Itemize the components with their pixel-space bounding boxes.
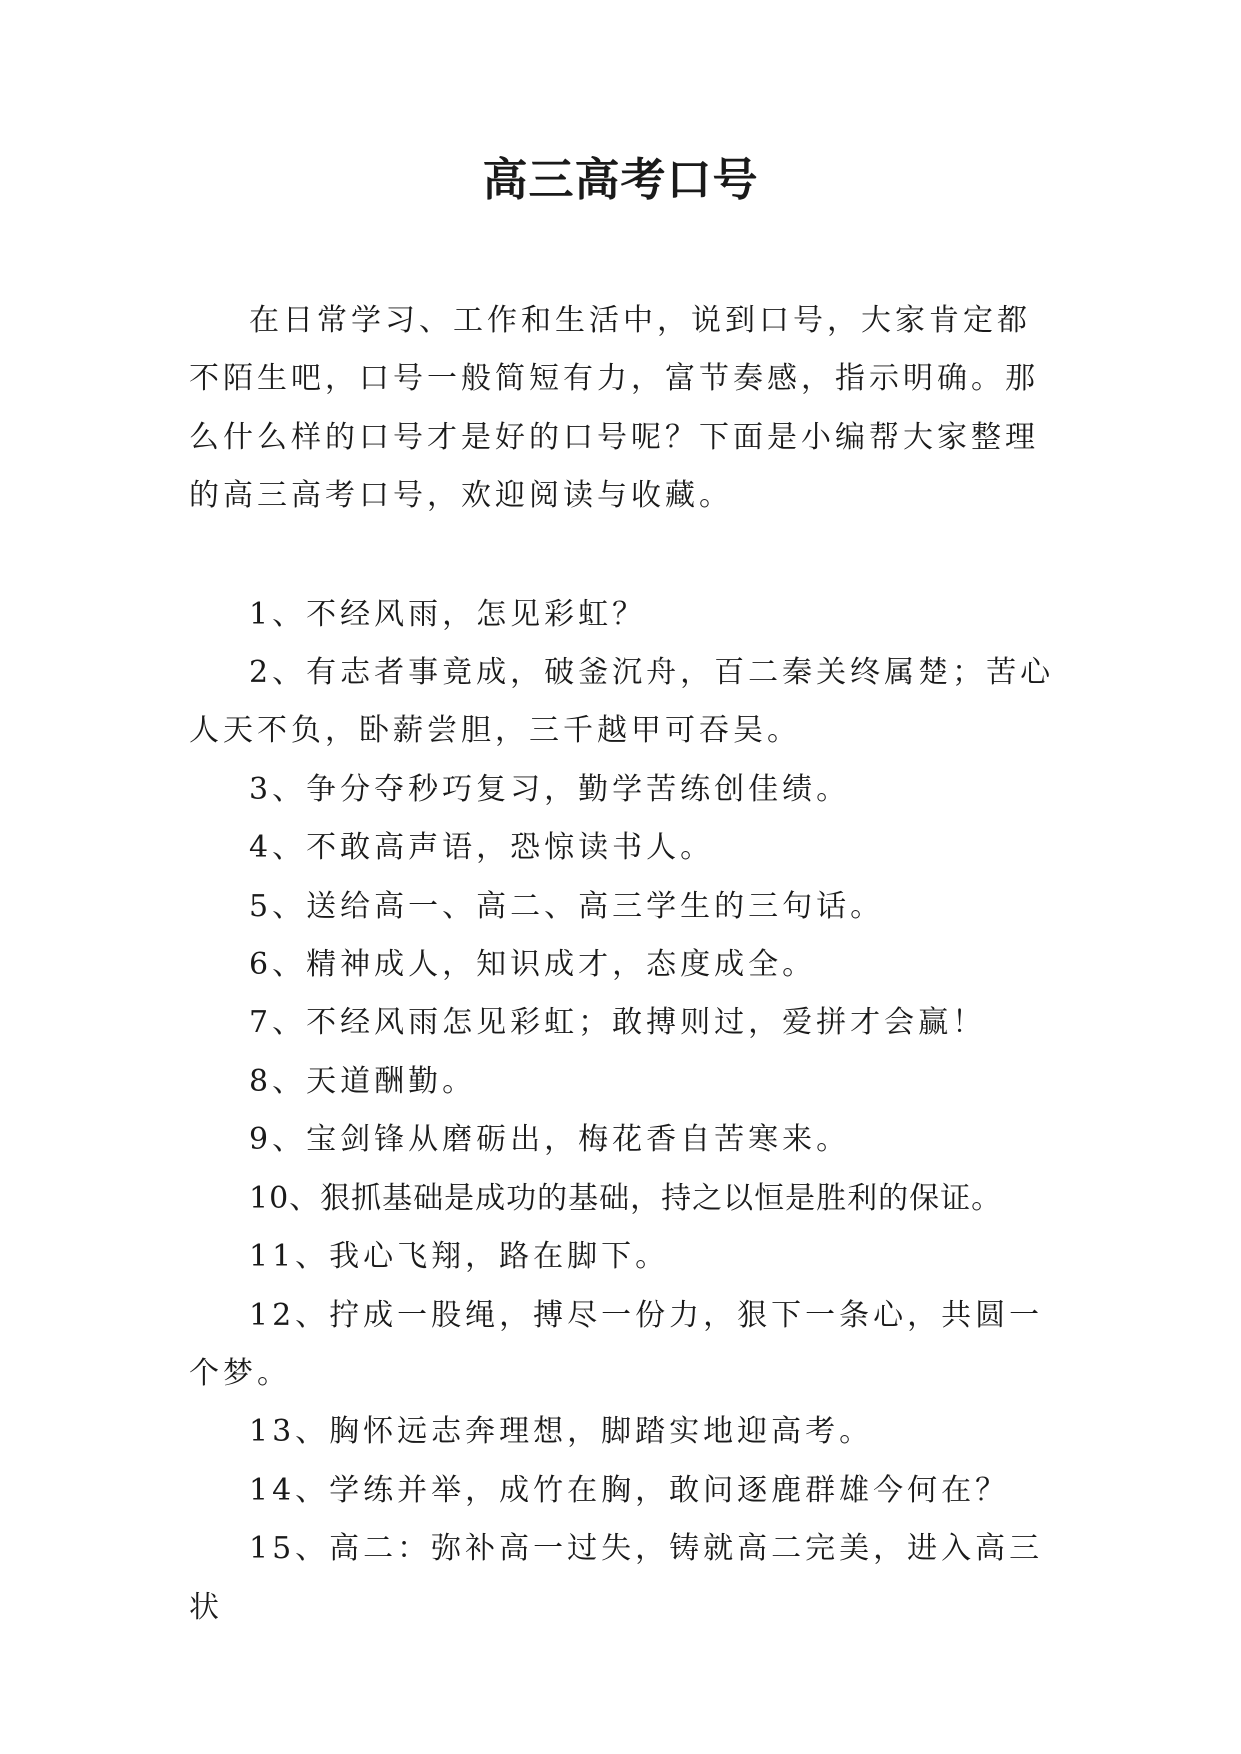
slogan-item-8: 8、天道酬勤。	[249, 1063, 477, 1099]
slogan-item-7: 7、不经风雨怎见彩虹；敢搏则过，爱拼才会赢！	[249, 1005, 987, 1041]
slogan-item-5: 5、送给高一、高二、高三学生的三句话。	[249, 888, 885, 924]
slogan-item-13: 13、胸怀远志奔理想，脚踏实地迎高考。	[249, 1414, 874, 1450]
slogan-item-15: 15、高二：弥补高一过失，铸就高二完美，进入高三状	[189, 1531, 1044, 1625]
slogan-item-1: 1、不经风雨，怎见彩虹？	[249, 596, 647, 632]
document-title: 高三高考口号	[482, 153, 759, 206]
slogan-item-3: 3、争分夺秒巧复习，勤学苦练创佳绩。	[249, 771, 851, 807]
slogan-item-12: 12、拧成一股绳，搏尽一份力，狠下一条心，共圆一个梦。	[189, 1297, 1044, 1391]
document-body	[189, 292, 1059, 1637]
slogan-item-9: 9、宝剑锋从磨砺出，梅花香自苦寒来。	[249, 1122, 851, 1158]
slogan-item-2: 2、有志者事竟成，破釜沉舟，百二秦关终属楚；苦心人天不负，卧薪尝胆，三千越甲可吞吴。	[189, 655, 1055, 749]
slogan-item-14: 14、学练并举，成竹在胸，敢问逐鹿群雄今何在？	[249, 1472, 1010, 1508]
intro-paragraph: 在日常学习、工作和生活中，说到口号，大家肯定都不陌生吧，口号一般简短有力，富节奏感，指示明确。那么什么样的口号才是好的口号呢？下面是小编帮大家整理的高三高考口号，欢迎阅读与收藏。	[189, 303, 1039, 514]
slogan-item-10: 10、狠抓基础是成功的基础，持之以恒是胜利的保证。	[249, 1180, 1003, 1216]
slogan-item-11: 11、我心飞翔，路在脚下。	[249, 1239, 670, 1275]
slogan-item-4: 4、不敢高声语，恐惊读书人。	[249, 830, 715, 866]
slogan-item-6: 6、精神成人，知识成才，态度成全。	[249, 947, 817, 983]
